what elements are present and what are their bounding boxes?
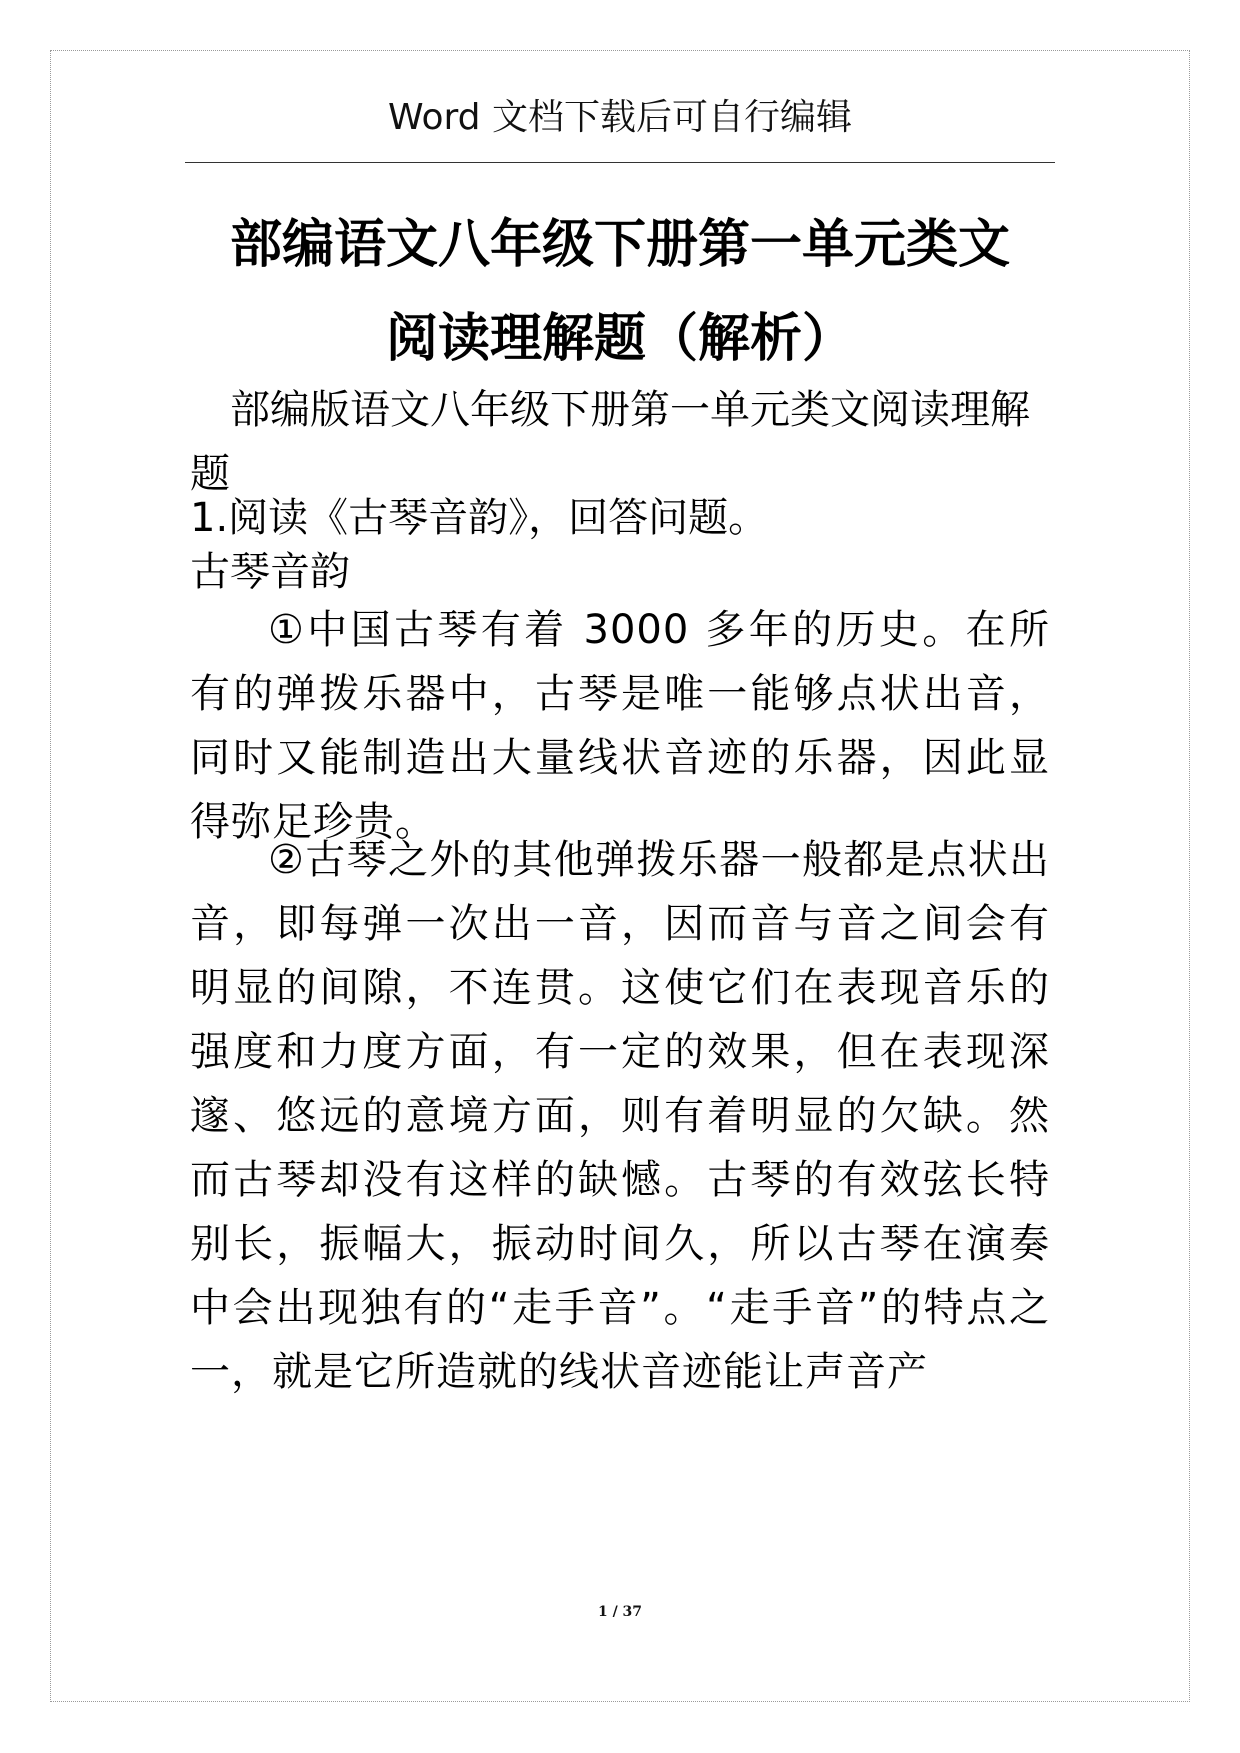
article-paragraph-2: ②古琴之外的其他弹拨乐器一般都是点状出音，即每弹一次出一音，因而音与音之间会有明显的间隙，不连贯。这使它们在表现音乐的强度和力度方面，有一定的效果，但在表现深邃、悠远的意境方面，则有着明显的欠缺。然而古琴却没有这样的缺憾。古琴的有效弦长特别长，振幅大，振动时间久，所以古琴在演奏中会出现独有的“走手音”。“走手音”的特点之一，就是它所造就的线状音迹能让声音产 <box>190 837 1050 1395</box>
question-heading: 1.阅读《古琴音韵》，回答问题。 <box>190 495 769 541</box>
article-paragraph-1: ①中国古琴有着 3000 多年的历史。在所有的弹拨乐器中，古琴是唯一能够点状出音，同时又能制造出大量线状音迹的乐器，因此显得弥足珍贵。 <box>190 607 1050 845</box>
page-number: 1 / 37 <box>597 1604 643 1620</box>
header-divider <box>185 162 1055 163</box>
document-title <box>150 198 1090 386</box>
article-title: 古琴音韵 <box>190 549 350 595</box>
page-header: Word 文档下载后可自行编辑 <box>388 97 852 138</box>
title-line-1: 部编语文八年级下册第一单元类文 <box>229 214 1010 275</box>
document-subtitle: 部编版语文八年级下册第一单元类文阅读理解题 <box>190 387 1030 497</box>
title-line-2: 阅读理解题（解析） <box>385 308 854 369</box>
